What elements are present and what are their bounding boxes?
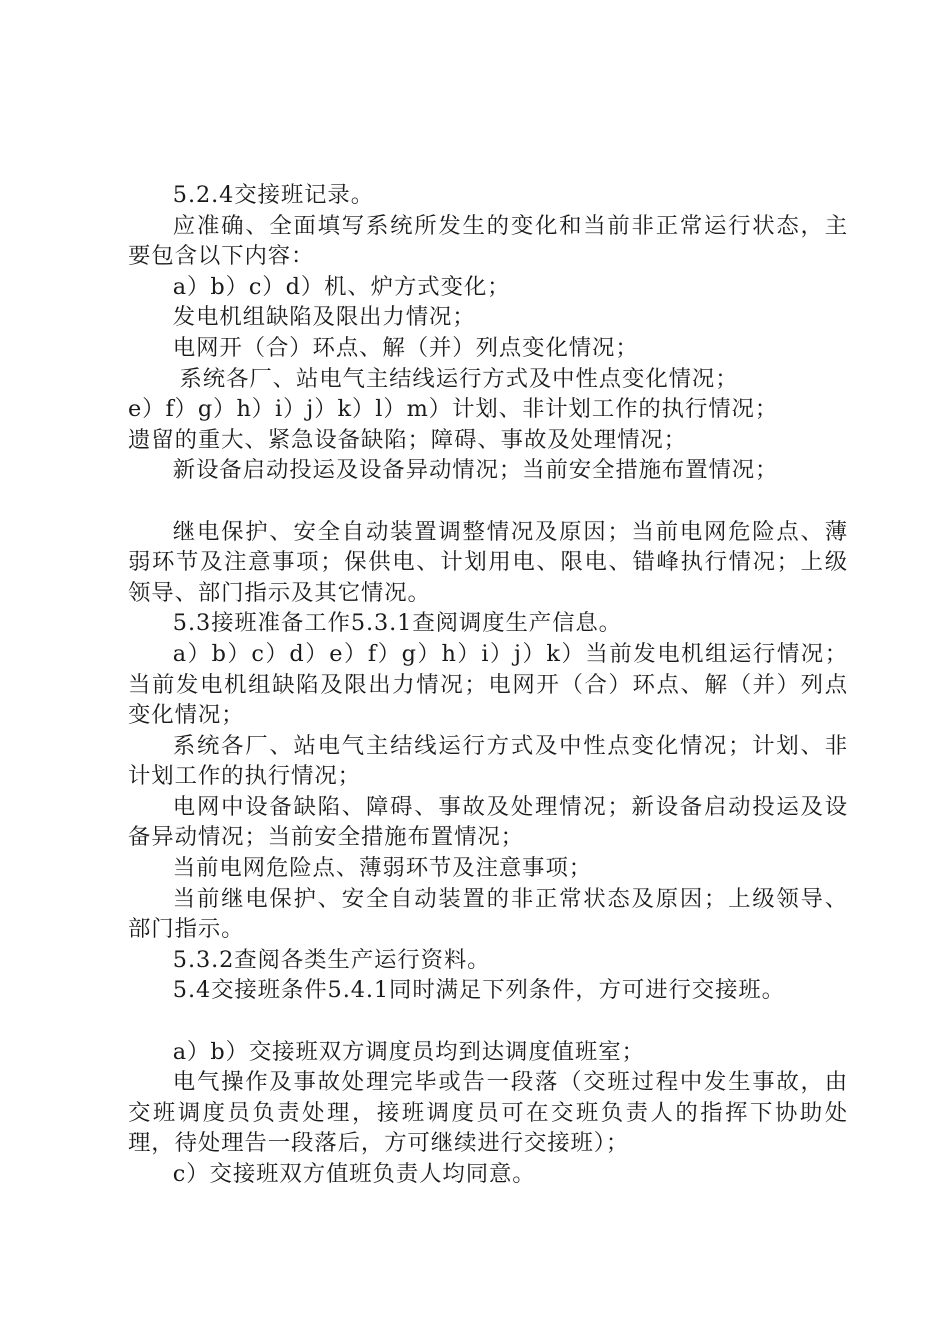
section-heading-5-4: 5.4交接班条件5.4.1同时满足下列条件，方可进行交接班。 — [172, 977, 785, 1004]
section-heading-5-3: 5.3接班准备工作5.3.1查阅调度生产信息。 — [172, 610, 622, 637]
paragraph: 继电保护、安全自动装置调整情况及原因；当前电网危险点、薄弱环节及注意事项；保供电、计划用电、限电、错峰执行情况；上级领导、部门指示及其它情况。 — [128, 518, 848, 606]
list-item: 电网开（合）环点、解（并）列点变化情况； — [172, 334, 639, 361]
list-item: e）f）g）h）i）j）k）l）m）计划、非计划工作的执行情况； — [128, 396, 779, 423]
list-item: 遗留的重大、紧急设备缺陷；障碍、事故及处理情况； — [128, 426, 687, 453]
list-item: c）交接班双方值班负责人均同意。 — [172, 1161, 536, 1187]
document-body — [128, 180, 848, 1190]
paragraph: 应准确、全面填写系统所发生的变化和当前非正常运行状态，主要包含以下内容： — [128, 212, 848, 270]
paragraph: 电气操作及事故处理完毕或告一段落（交班过程中发生事故，由交班调度员负责处理，接班调度员可在交班负责人的指挥下协助处理，待处理告一段落后，方可继续进行交接班）； — [128, 1069, 848, 1157]
list-item: 系统各厂、站电气主结线运行方式及中性点变化情况； — [179, 365, 739, 392]
list-item: 新设备启动投运及设备异动情况；当前安全措施布置情况； — [172, 457, 779, 484]
section-heading-5-2-4: 5.2.4交接班记录。 — [172, 182, 375, 208]
paragraph: 电网中设备缺陷、障碍、事故及处理情况；新设备启动投运及设备异动情况；当前安全措施布置情况； — [128, 793, 848, 851]
list-item: a）b）交接班双方调度员均到达调度值班室； — [172, 1038, 645, 1065]
paragraph: 当前继电保护、安全自动装置的非正常状态及原因；上级领导、部门指示。 — [128, 885, 848, 943]
paragraph: 当前电网危险点、薄弱环节及注意事项； — [172, 855, 593, 882]
paragraph: 系统各厂、站电气主结线运行方式及中性点变化情况；计划、非计划工作的执行情况； — [128, 732, 848, 790]
list-item: 发电机组缺陷及限出力情况； — [172, 304, 476, 331]
blank-line — [128, 486, 848, 517]
list-item: a）b）c）d）机、炉方式变化； — [172, 273, 511, 300]
blank-line — [128, 1006, 848, 1037]
paragraph: a）b）c）d）e）f）g）h）i）j）k）当前发电机组运行情况；当前发电机组缺陷及限出力情况；电网开（合）环点、解（并）列点变化情况； — [128, 640, 848, 729]
section-heading-5-3-2: 5.3.2查阅各类生产运行资料。 — [172, 946, 491, 973]
